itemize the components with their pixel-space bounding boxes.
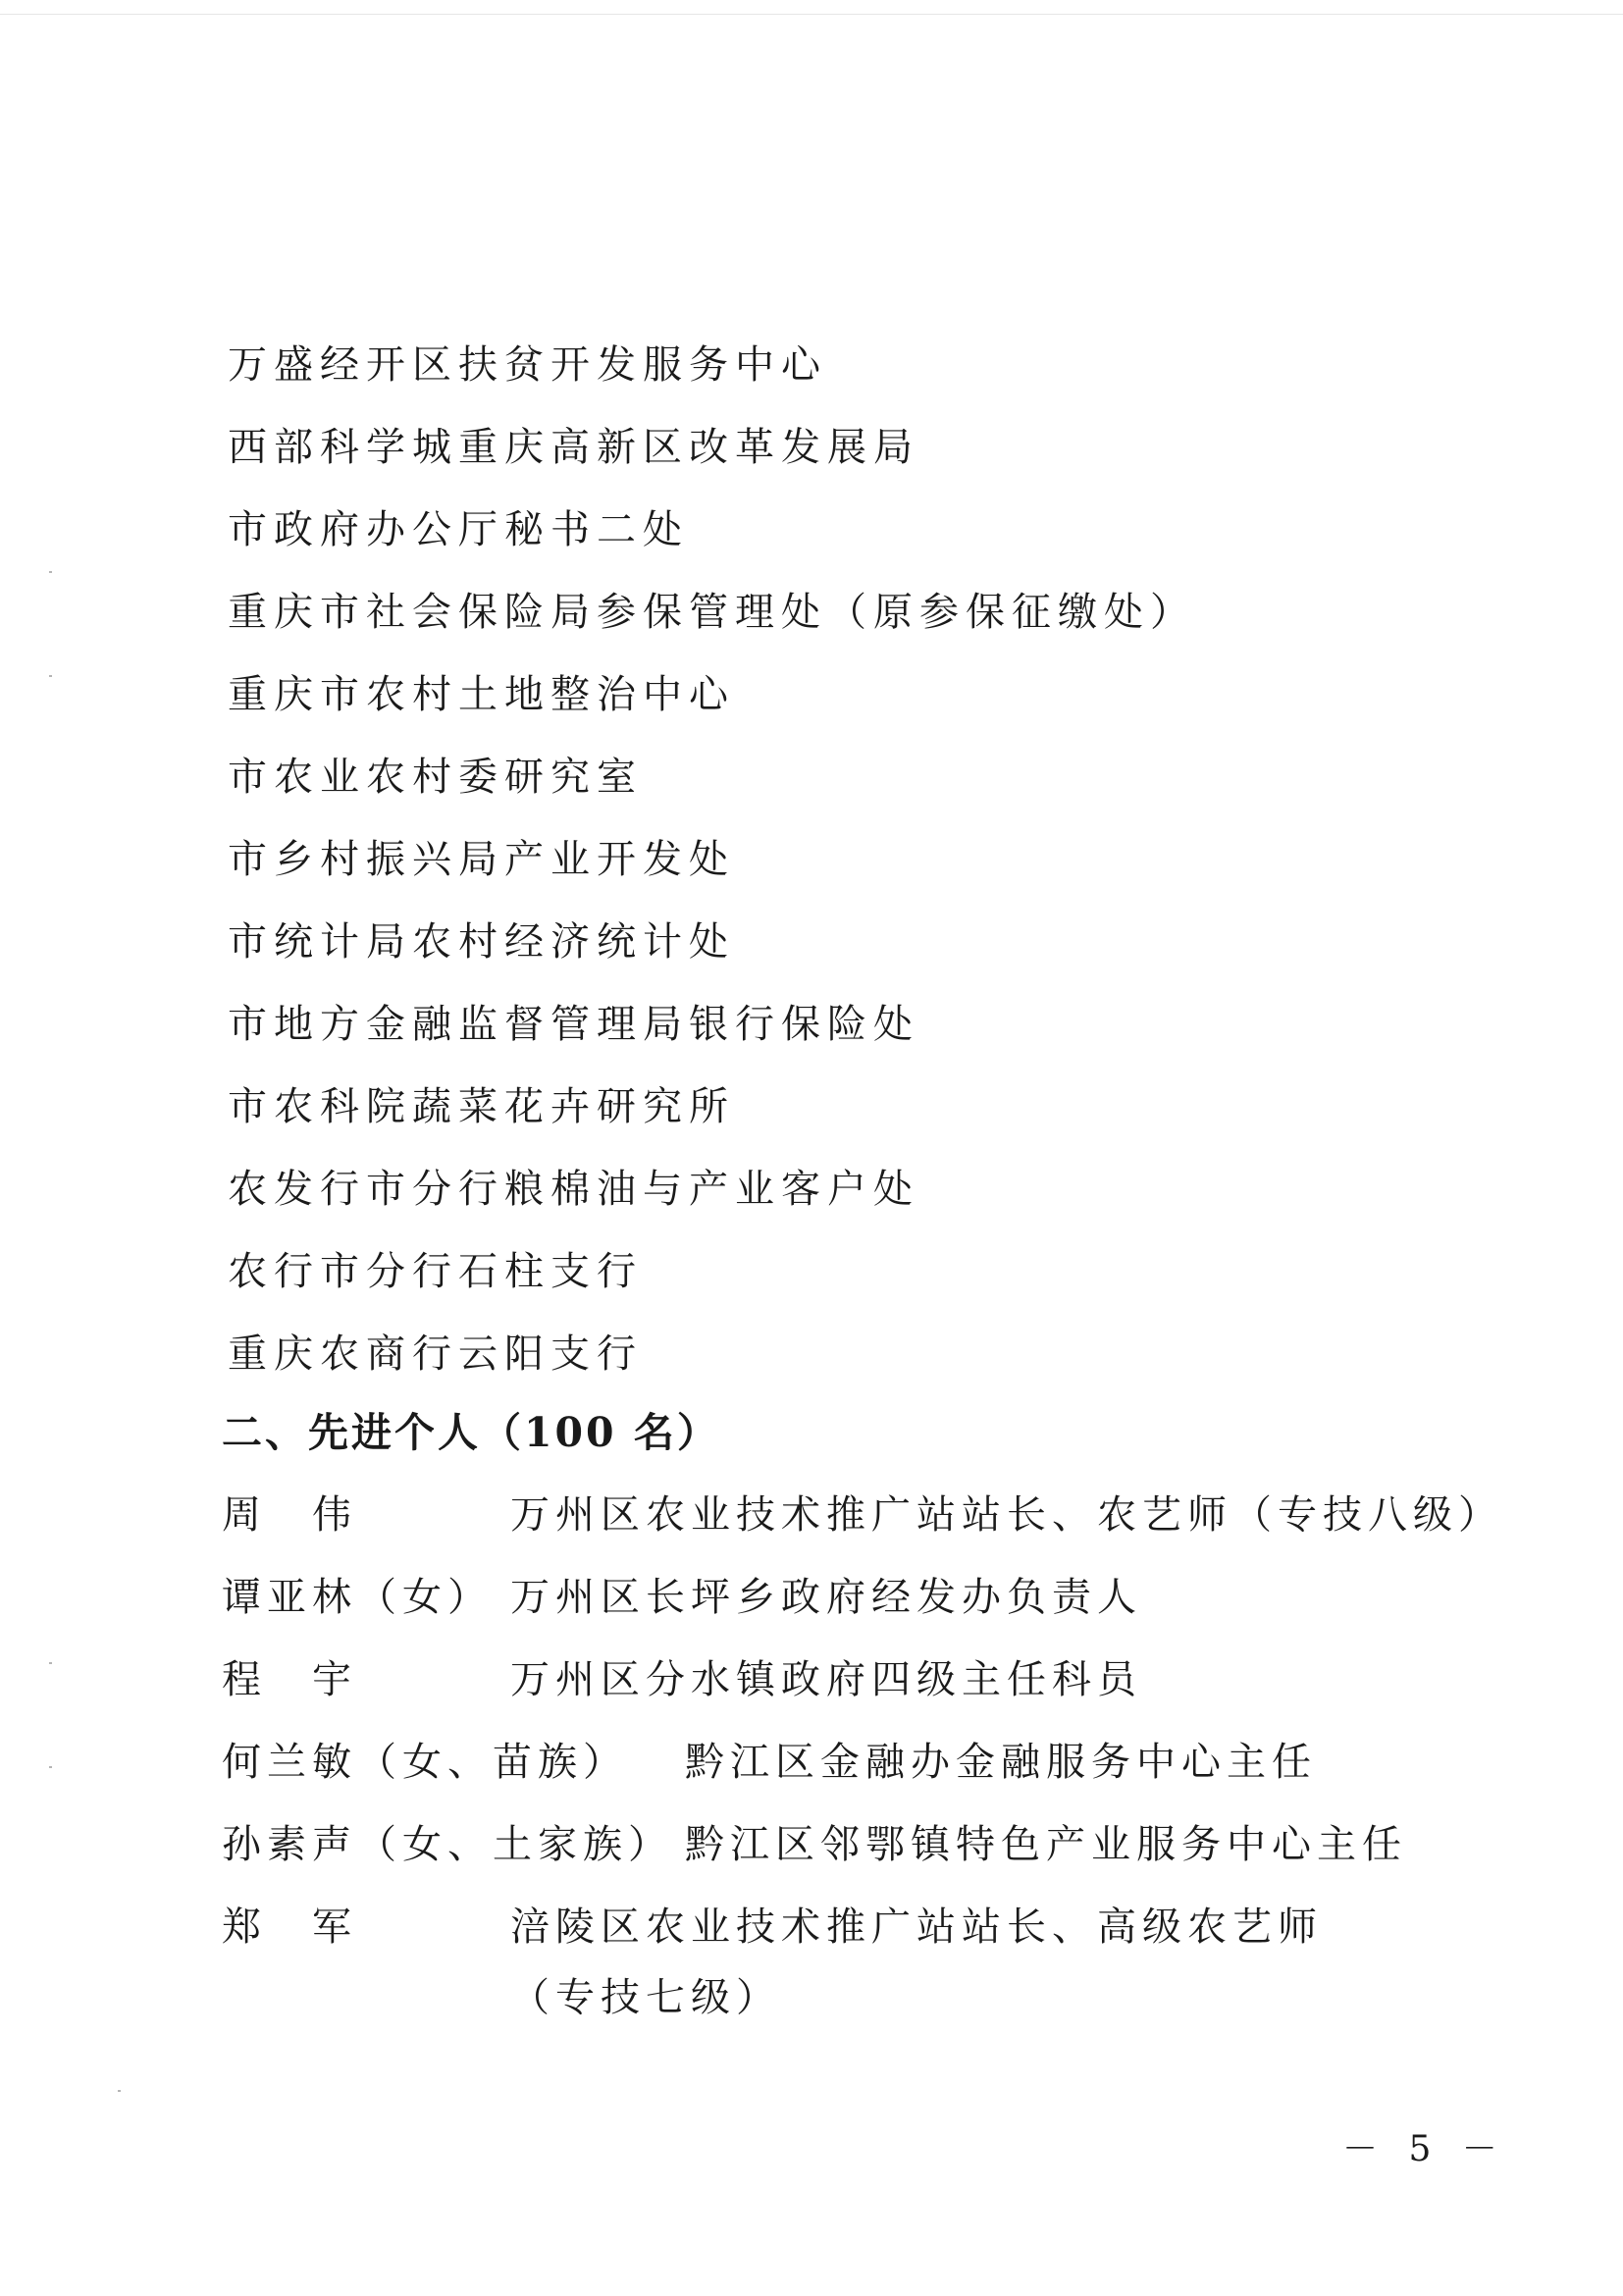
individual-role: 涪陵区农业技术推广站站长、高级农艺师	[510, 1905, 1323, 1950]
unit-item: 农发行市分行粮棉油与产业客户处	[228, 1167, 919, 1212]
unit-item: 重庆农商行云阳支行	[228, 1331, 643, 1377]
unit-item: 市农业农村委研究室	[228, 755, 643, 800]
individual-role: 黔江区邻鄂镇特色产业服务中心主任	[685, 1822, 1407, 1867]
unit-item: 市政府办公厅秘书二处	[228, 507, 689, 552]
individual-role: 黔江区金融办金融服务中心主任	[685, 1740, 1317, 1785]
scan-speck	[49, 571, 52, 573]
unit-item: 重庆市社会保险局参保管理处（原参保征缴处）	[228, 590, 1196, 635]
individual-name: 郑 军	[222, 1905, 357, 1950]
unit-item: 万盛经开区扶贫开发服务中心	[228, 342, 827, 388]
individual-role-continuation: （专技七级）	[510, 1975, 781, 2020]
unit-item: 市统计局农村经济统计处	[228, 919, 735, 965]
unit-item: 市农科院蔬菜花卉研究所	[228, 1084, 735, 1129]
individual-name: 程 宇	[222, 1657, 357, 1702]
individual-role: 万州区农业技术推广站站长、农艺师（专技八级）	[510, 1492, 1503, 1538]
individual-name: 谭亚林（女）	[222, 1575, 493, 1620]
unit-item: 重庆市农村土地整治中心	[228, 672, 735, 717]
scan-speck	[118, 2090, 121, 2092]
scan-speck	[49, 1662, 52, 1664]
scan-speck	[49, 1766, 52, 1768]
advanced-units-list	[228, 324, 1196, 1395]
section-heading-advanced-individuals: 二、先进个人（100 名）	[222, 1409, 720, 1456]
individual-name: 孙素声（女、土家族）	[222, 1822, 673, 1867]
individual-role: 万州区长坪乡政府经发办负责人	[510, 1575, 1142, 1620]
page-number: － 5 －	[1342, 2129, 1507, 2169]
scan-speck	[49, 675, 52, 677]
unit-item: 市地方金融监督管理局银行保险处	[228, 1002, 919, 1047]
unit-item: 农行市分行石柱支行	[228, 1249, 643, 1294]
unit-item: 西部科学城重庆高新区改革发展局	[228, 425, 919, 470]
individual-name: 何兰敏（女、苗族）	[222, 1740, 628, 1785]
individual-role: 万州区分水镇政府四级主任科员	[510, 1657, 1142, 1702]
individual-name: 周 伟	[222, 1492, 357, 1538]
unit-item: 市乡村振兴局产业开发处	[228, 837, 735, 882]
scan-edge-line	[0, 14, 1623, 15]
